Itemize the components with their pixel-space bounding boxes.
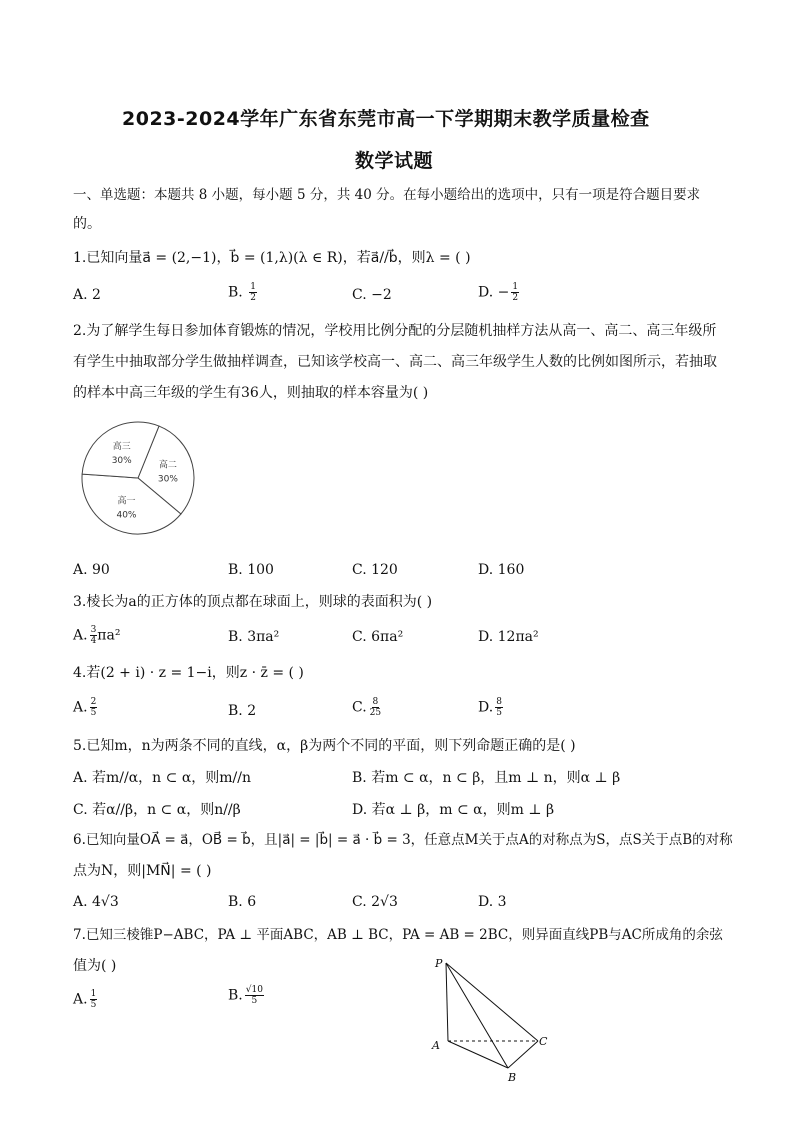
q1-option-d-label: D. − xyxy=(478,284,510,301)
label-a: A xyxy=(432,1039,440,1052)
q2-option-c: C. 120 xyxy=(352,562,398,578)
q4-c-num: 8 xyxy=(372,697,379,707)
edge-pc xyxy=(446,963,538,1041)
question-6-line2: 点为N，则|MN⃗| = ( ) xyxy=(73,863,212,879)
q7-a-num: 1 xyxy=(90,989,97,999)
q4-option-b: B. 2 xyxy=(228,703,257,719)
q7-a-den: 5 xyxy=(90,1000,97,1010)
q5-option-a: A. 若m//α，n ⊂ α，则m//n xyxy=(73,770,252,786)
section-instruction-line1: 一、单选题：本题共 8 小题，每小题 5 分，共 40 分。在每小题给出的选项中，只有一项是符合题目要求 xyxy=(73,187,701,203)
q6-option-c: C. 2√3 xyxy=(352,894,398,910)
pie-slice-label: 高一 xyxy=(117,496,136,507)
q1-d-den: 2 xyxy=(512,293,519,303)
q2-option-a: A. 90 xyxy=(73,562,110,578)
q3-option-c: C. 6πa² xyxy=(352,629,404,645)
q4-option-d-label: D. xyxy=(478,699,494,716)
q4-a-num: 2 xyxy=(90,697,97,707)
q4-d-num: 8 xyxy=(496,697,502,707)
question-7-line2: 值为( ) xyxy=(73,958,117,974)
q1-option-b-fraction xyxy=(249,282,257,303)
q4-option-c-fraction xyxy=(369,697,382,718)
question-2-line1: 2.为了解学生每日参加体育锻炼的情况，学校用比例分配的分层随机抽样方法从高一、高二、高三年级所 xyxy=(73,323,717,339)
q4-c-den: 25 xyxy=(369,708,382,718)
page-subtitle: 数学试题 xyxy=(355,150,434,172)
question-1-stem: 1.已知向量a⃗ = (2,−1)，b⃗ = (1,λ)(λ ∈ R)，若a⃗//b⃗，则λ = ( ) xyxy=(73,250,471,266)
q7-b-den: 5 xyxy=(251,996,258,1006)
q7-option-b-fraction xyxy=(245,985,264,1006)
question-2-line3: 的样本中高三年级的学生有36人，则抽取的样本容量为( ) xyxy=(73,385,429,401)
question-4-stem: 4.若(2 + i) · z = 1−i，则z · z̄ = ( ) xyxy=(73,665,304,681)
q3-option-b: B. 3πa² xyxy=(228,629,280,645)
q1-option-d xyxy=(478,282,519,303)
pie-slice-label: 高二 xyxy=(158,460,177,471)
q6-option-a: A. 4√3 xyxy=(73,894,119,910)
q3-a-num: 3 xyxy=(90,625,97,635)
q1-option-a: A. 2 xyxy=(73,287,101,303)
q1-b-num: 1 xyxy=(250,282,256,292)
question-6-line1: 6.已知向量OA⃗ = a⃗，OB⃗ = b⃗，且|a⃗| = |b⃗| = a⃗ · b⃗ = 3，任意点M关于点A的对称点为S，点S关于点B的对称 xyxy=(73,832,733,848)
q4-option-a-label: A. xyxy=(73,699,88,716)
q4-option-d xyxy=(478,697,503,718)
q1-d-num: 1 xyxy=(512,282,519,292)
q3-option-a-suffix: πa² xyxy=(97,627,121,644)
q6-option-d: D. 3 xyxy=(478,894,507,910)
question-2-line2: 有学生中抽取部分学生做抽样调查，已知该学校高一、高二、高三年级学生人数的比例如图所示，若抽取 xyxy=(73,354,717,370)
q4-option-d-fraction xyxy=(495,697,503,718)
label-p: P xyxy=(435,957,443,970)
q6-option-b: B. 6 xyxy=(228,894,257,910)
q3-option-d: D. 12πa² xyxy=(478,629,539,645)
pie-slice-value: 30% xyxy=(157,474,178,485)
q4-option-c-label: C. xyxy=(352,699,367,716)
pie-slice-value: 40% xyxy=(116,510,137,521)
q1-option-b xyxy=(228,282,257,303)
q3-option-a xyxy=(73,625,120,646)
q4-d-den: 5 xyxy=(496,708,502,718)
q1-option-d-fraction xyxy=(511,282,519,303)
edge-pb xyxy=(446,963,508,1068)
question-5-stem: 5.已知m，n为两条不同的直线，α，β为两个不同的平面，则下列命题正确的是( ) xyxy=(73,738,576,754)
q1-option-c: C. −2 xyxy=(352,287,392,303)
pie-slice-value: 30% xyxy=(111,455,132,466)
edge-ab xyxy=(448,1041,508,1068)
q2-option-d: D. 160 xyxy=(478,562,525,578)
q2-option-b: B. 100 xyxy=(228,562,274,578)
q4-a-den: 5 xyxy=(90,708,97,718)
q3-option-a-label: A. xyxy=(73,627,88,644)
q7-option-b-label: B. xyxy=(228,987,243,1004)
edge-pa xyxy=(446,963,448,1041)
q7-b-num: √10 xyxy=(245,985,263,995)
pie-slice-label: 高三 xyxy=(112,441,131,452)
question-7-line1: 7.已知三棱锥P−ABC，PA ⊥ 平面ABC，AB ⊥ BC，PA = AB = 2BC，则异面直线PB与AC所成角的余弦 xyxy=(73,927,723,943)
question-3-stem: 3.棱长为a的正方体的顶点都在球面上，则球的表面积为( ) xyxy=(73,594,433,610)
q5-option-b: B. 若m ⊂ α，n ⊂ β，且m ⊥ n，则α ⊥ β xyxy=(352,770,621,786)
page-title: 2023-2024学年广东省东莞市高一下学期期末教学质量检查 xyxy=(122,108,650,130)
q1-b-den: 2 xyxy=(250,293,256,303)
q7-option-a xyxy=(73,989,97,1010)
q5-option-c: C. 若α//β，n ⊂ α，则n//β xyxy=(73,802,241,818)
label-c: C xyxy=(539,1035,548,1048)
q7-option-b xyxy=(228,985,264,1006)
q7-option-a-fraction xyxy=(90,989,98,1010)
pyramid-figure xyxy=(428,955,558,1085)
q4-option-c xyxy=(352,697,382,718)
q4-option-a-fraction xyxy=(90,697,98,718)
grade-ratio-pie-chart xyxy=(78,418,198,538)
q7-option-a-label: A. xyxy=(73,991,88,1008)
q1-option-b-label: B. xyxy=(228,284,243,301)
q4-option-a xyxy=(73,697,97,718)
label-b: B xyxy=(508,1071,517,1084)
edge-bc xyxy=(508,1041,538,1068)
section-instruction-line2: 的。 xyxy=(73,216,101,232)
q3-a-den: 4 xyxy=(90,636,97,646)
q5-option-d: D. 若α ⊥ β，m ⊂ α，则m ⊥ β xyxy=(352,802,555,818)
